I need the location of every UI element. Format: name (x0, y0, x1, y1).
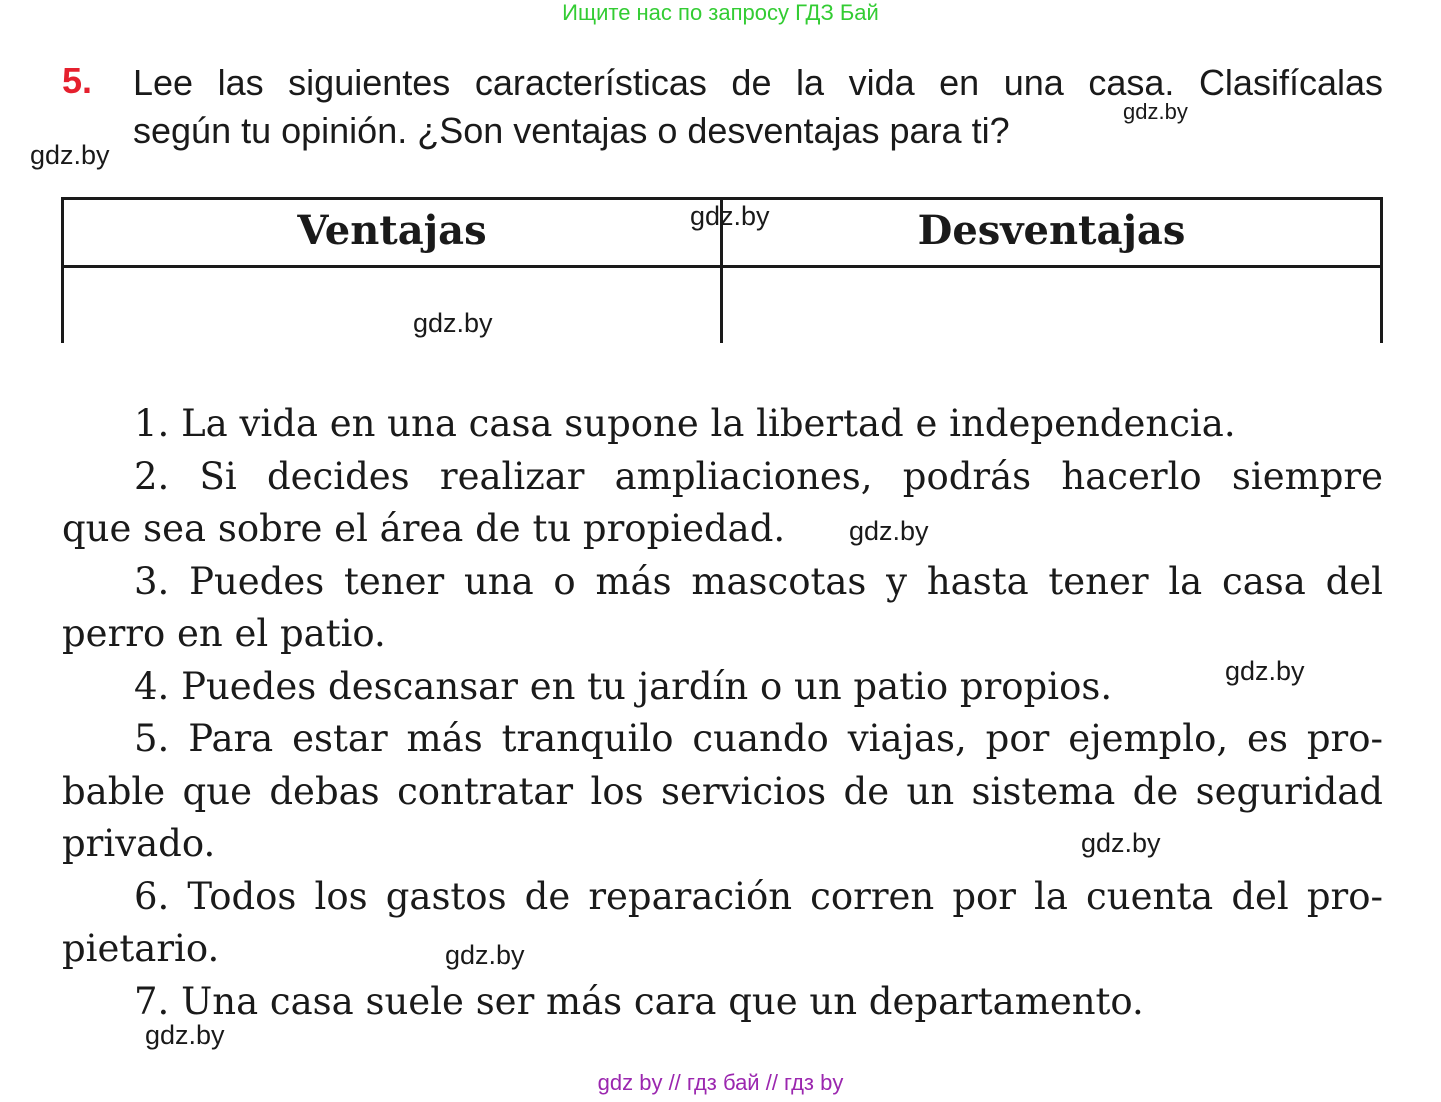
statement-6-cont: pietario. (62, 927, 220, 970)
statements-list (62, 398, 1383, 1028)
watermark: gdz.by (690, 201, 770, 231)
watermark: gdz.by (1225, 656, 1305, 686)
statement-3-cont: perro en el patio. (62, 612, 386, 655)
watermark: gdz.by (30, 140, 110, 170)
header-desventajas: Desventajas (917, 207, 1186, 254)
watermark: gdz.by (849, 516, 929, 546)
statement-3: 3. Puedes tener una o más mascotas y hasta tener la casa del (134, 559, 1383, 603)
statement-5-cont: bable que debas contratar los servicios de un sistema de seguridad (62, 769, 1383, 813)
statement-2: 2. Si decides realizar ampliaciones, podrás hacerlo siempre (134, 454, 1383, 498)
statement-6: 6. Todos los gastos de reparación corren por la cuenta del pro- (134, 874, 1383, 918)
cell-ventajas[interactable] (64, 268, 720, 343)
instruction-line-2: según tu opinión. ¿Son ventajas o desventajas para ti? (133, 110, 1010, 151)
statement-5-cont-2: privado. (62, 822, 216, 865)
watermark: gdz.by (145, 1020, 225, 1050)
cell-desventajas[interactable] (723, 268, 1380, 343)
watermark: gdz.by (1081, 828, 1161, 858)
top-banner: Ищите нас по запросу ГДЗ Бай (562, 0, 879, 25)
exercise-number: 5. (62, 60, 93, 101)
statement-1: 1. La vida en una casa supone la libertad e independencia. (134, 402, 1236, 445)
footer-links: gdz by // гдз бай // гдз by (597, 1070, 844, 1095)
watermark: gdz.by (413, 308, 493, 338)
header-ventajas: Ventajas (297, 207, 487, 254)
statement-2-cont: que sea sobre el área de tu propiedad. (62, 507, 786, 550)
statement-7: 7. Una casa suele ser más cara que un departamento. (134, 979, 1144, 1023)
watermark: gdz.by (1123, 99, 1188, 124)
exercise-instruction (133, 59, 1383, 155)
watermark: gdz.by (445, 940, 525, 970)
statement-5: 5. Para estar más tranquilo cuando viajas, por ejemplo, es pro- (134, 717, 1383, 760)
statement-4: 4. Puedes descansar en tu jardín o un patio propios. (134, 664, 1113, 708)
instruction-line-1: Lee las siguientes características de la vida en una casa. Clasifícalas (133, 62, 1383, 103)
